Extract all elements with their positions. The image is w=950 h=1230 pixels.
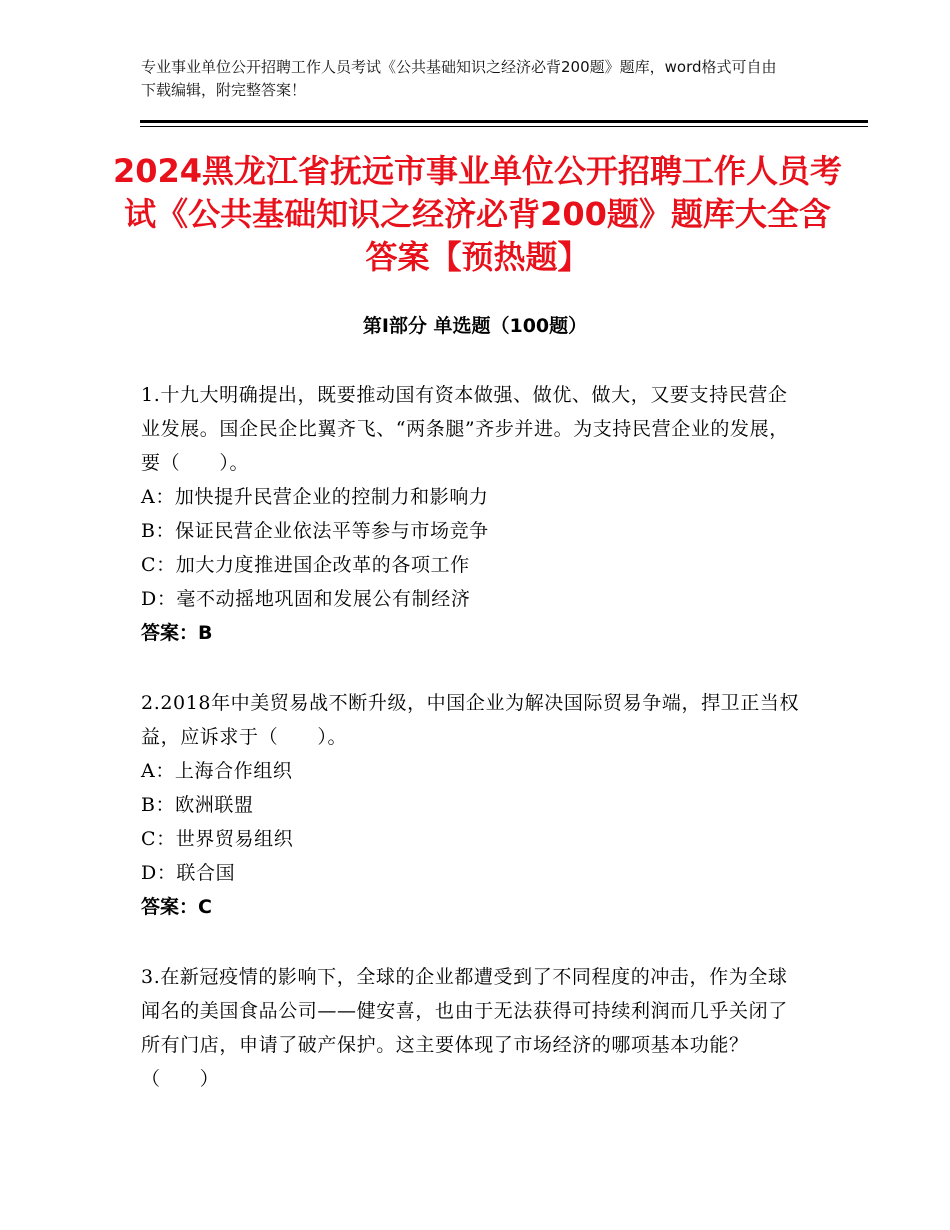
section-title: 第Ⅰ部分 单选题（100题） [362,315,588,337]
answer-label: 答案：C [141,896,212,918]
option-a: A：上海合作组织 [141,760,293,782]
option-b: B：保证民营企业依法平等参与市场竞争 [141,520,489,542]
question-stem: 1.十九大明确提出，既要推动国有资本做强、做优、做大，又要支持民营企业发展。国企民企比翼齐飞、“两条腿”齐步并进。为支持民营企业的发展，要（ ）。 [141,384,789,474]
question-3 [141,960,806,1096]
option-c: C：世界贸易组织 [141,828,294,850]
option-a: A：加快提升民营企业的控制力和影响力 [141,486,489,508]
option-d: D：联合国 [141,862,236,884]
answer-label: 答案：B [141,622,213,644]
header-divider-thick [140,120,868,123]
option-c: C：加大力度推进国企改革的各项工作 [141,554,470,576]
document-title: 2024黑龙江省抚远市事业单位公开招聘工作人员考试《公共基础知识之经济必背200题》题库大全含答案【预热题】 [112,152,843,276]
header-note: 专业事业单位公开招聘工作人员考试《公共基础知识之经济必背200题》题库，word格式可自由下载编辑，附完整答案！ [141,58,777,99]
header-divider-thin [140,126,868,127]
question-stem: 2.2018年中美贸易战不断升级，中国企业为解决国际贸易争端，捍卫正当权益，应诉求于（ ）。 [141,692,800,748]
option-d: D：毫不动摇地巩固和发展公有制经济 [141,588,471,610]
question-2 [141,686,806,924]
question-1 [141,378,806,650]
question-list [141,378,806,1132]
option-b: B：欧洲联盟 [141,794,254,816]
question-stem: 3.在新冠疫情的影响下，全球的企业都遭受到了不同程度的冲击，作为全球闻名的美国食品公司——健安喜，也由于无法获得可持续利润而几乎关闭了所有门店，申请了破产保护。这主要体现了市场经济的哪项基本功能？（ ） [141,966,788,1090]
